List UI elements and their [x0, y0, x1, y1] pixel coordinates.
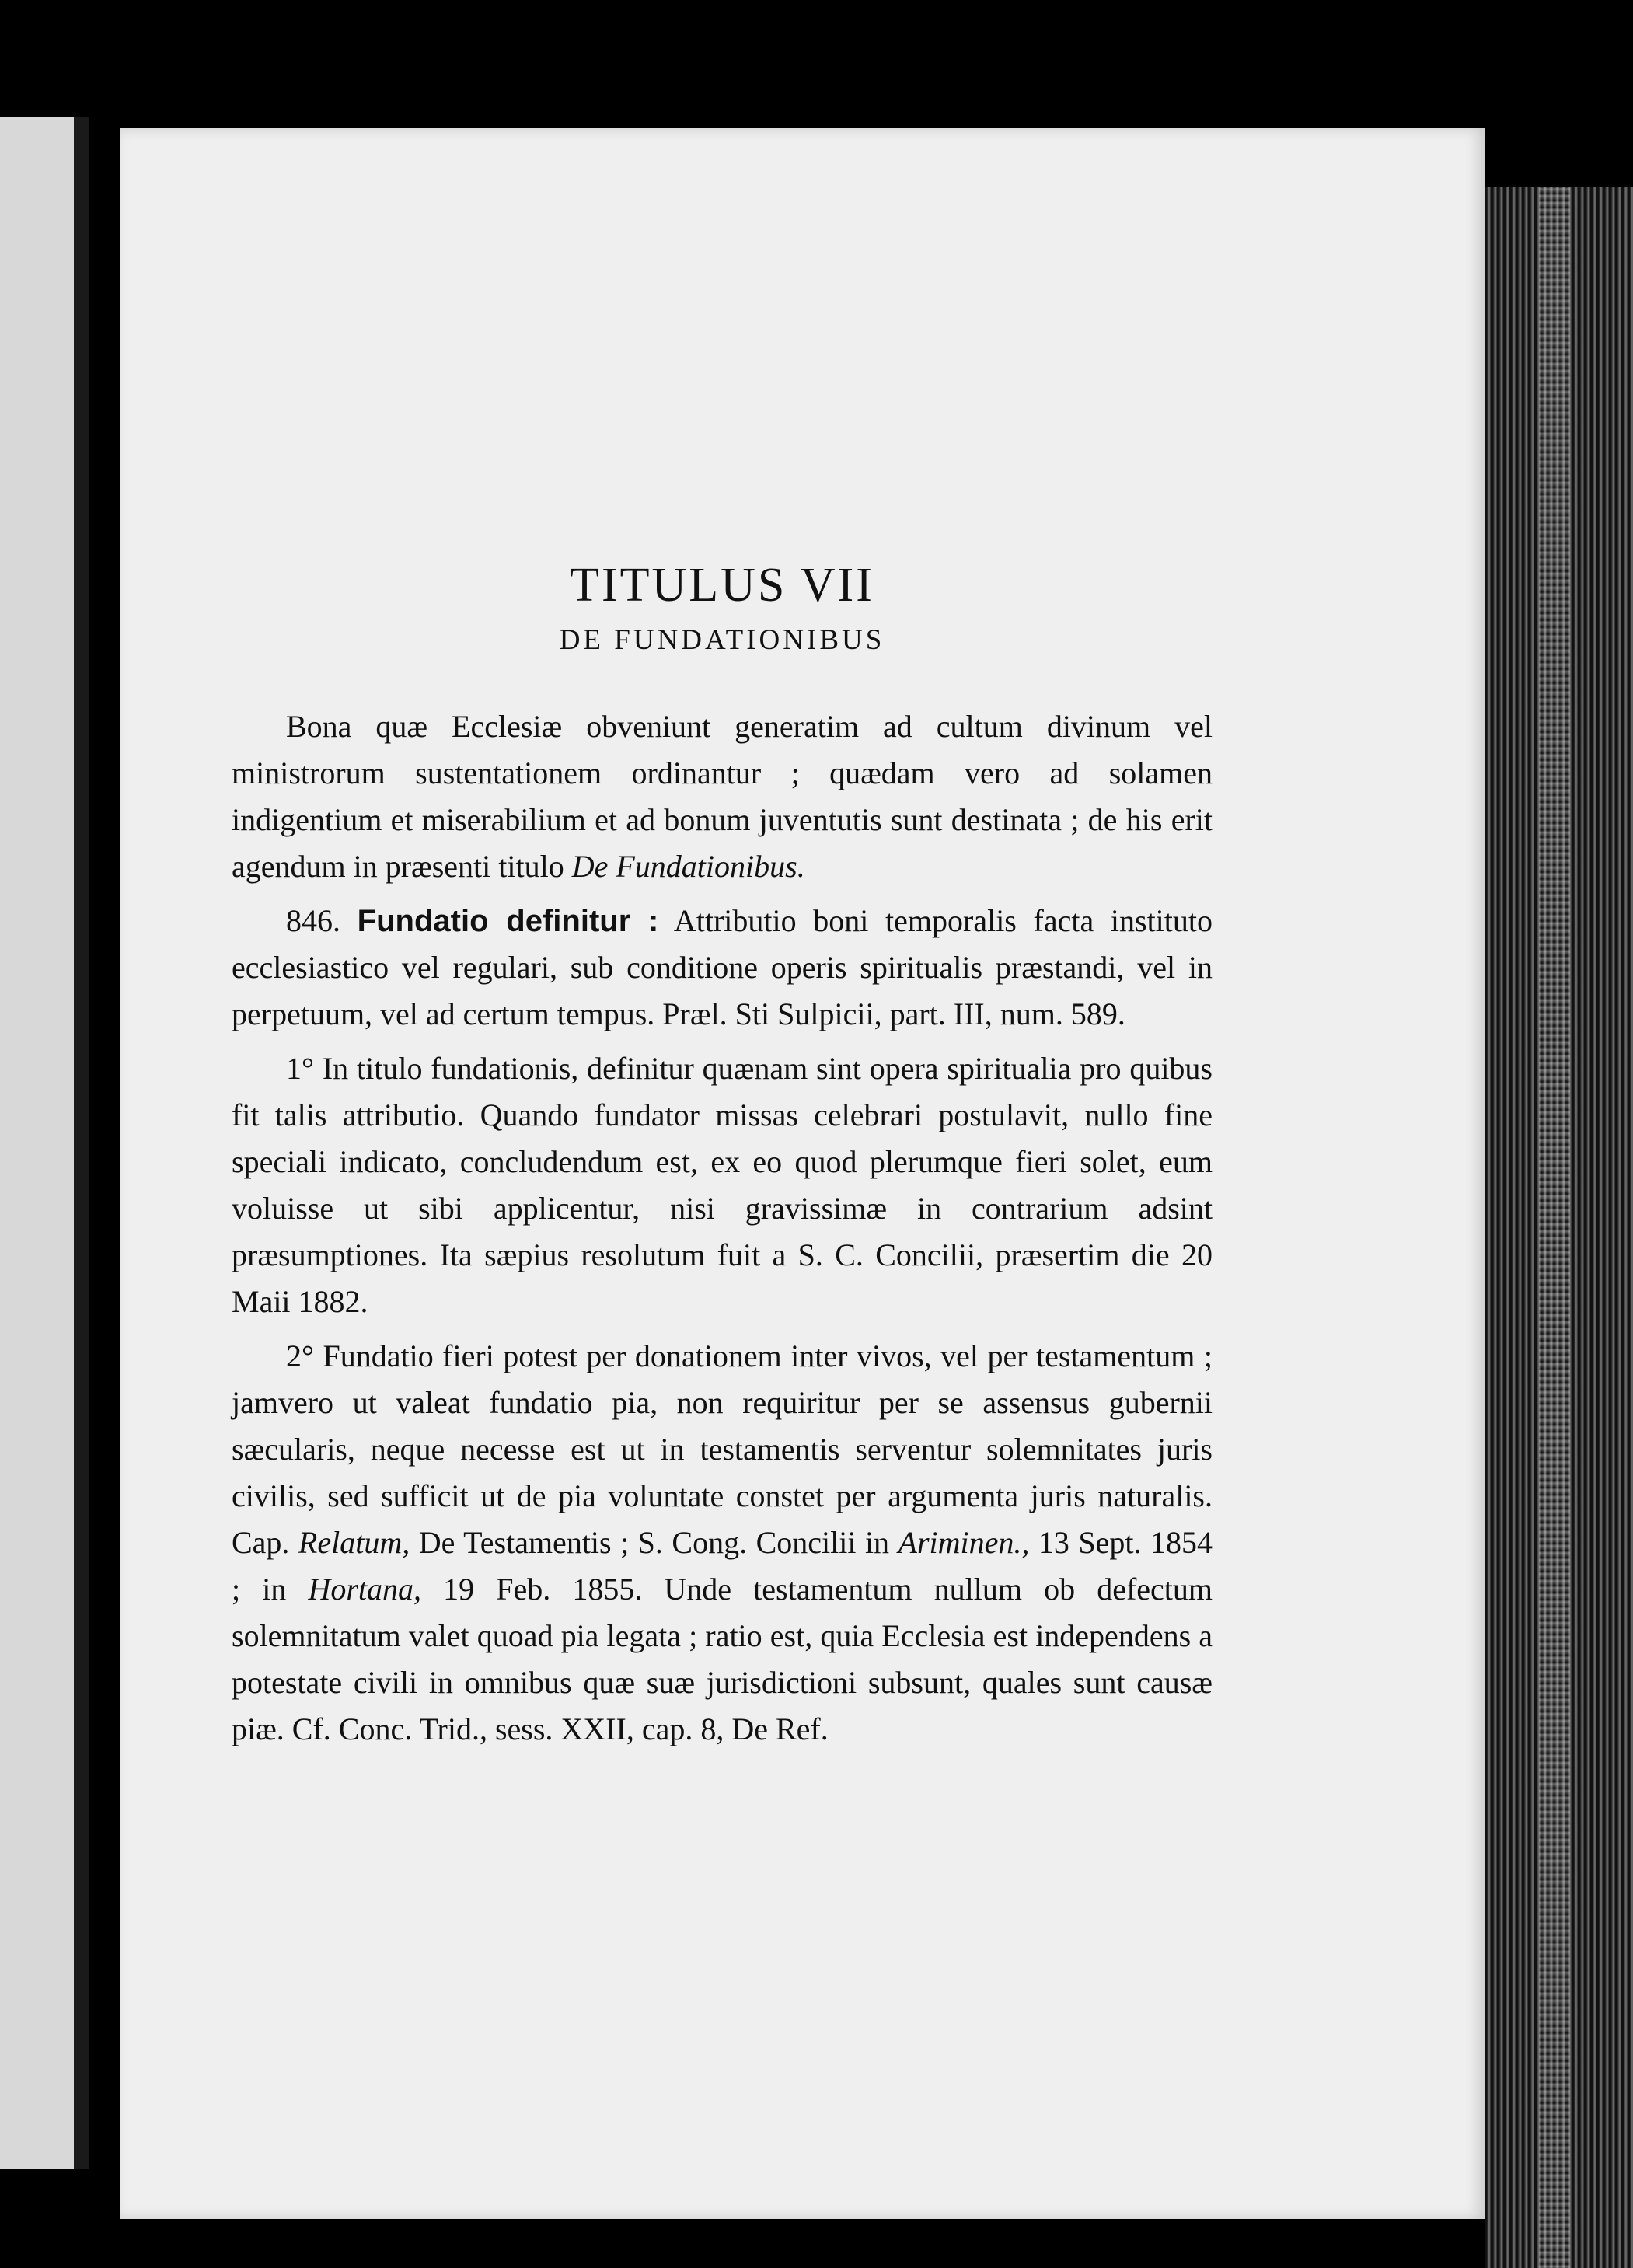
- page-subtitle: DE FUNDATIONIBUS: [559, 624, 885, 656]
- paragraph-2-text-c: 13 Sept. 1854 ; in: [232, 1525, 1213, 1607]
- book-page-block-edge: [1485, 187, 1633, 2268]
- paragraph-number: 846.: [286, 903, 340, 938]
- page-text: [232, 554, 1213, 1760]
- book-page: [120, 128, 1485, 2219]
- intro-italic: De Fundationibus.: [571, 849, 805, 884]
- paragraph-2-text-b: De Testamentis ; S. Cong. Concilii in: [410, 1525, 898, 1560]
- paragraph-2: [232, 1333, 1213, 1753]
- page-title: TITULUS VII: [570, 559, 874, 612]
- paragraph-2-marker: 2°: [286, 1338, 314, 1373]
- paragraph-heading: Fundatio definitur :: [357, 904, 659, 938]
- intro-text: Bona quæ Ecclesiæ obveniunt generatim ad cultum divinum vel ministrorum sustentationem ordinantur ; quædam vero ad solamen indigentium et miserabilium et ad bonum juventutis sunt destinata ; de his erit agendum in præsenti titulo: [232, 709, 1213, 884]
- paragraph-2-italic-a: Relatum,: [298, 1525, 410, 1560]
- paragraph-2-text-d: 19 Feb. 1855. Unde testamentum nullum ob defectum solemnitatum valet quoad pia legata ; ratio est, quia Ecclesia est independens a potestate civili in omnibus quæ suæ jurisdictioni subsunt, quales sunt causæ piæ. Cf. Conc. Trid., sess. XXII, cap. 8, De Ref.: [232, 1572, 1213, 1746]
- paragraph-1-marker: 1°: [286, 1051, 314, 1086]
- paragraph-2-text-a: Fundatio fieri potest per donationem inter vivos, vel per testamentum ; jamvero ut valeat fundatio pia, non requiritur per se assensus gubernii sæcularis, neque necesse est ut in testamentis serventur solemnitates juris civilis, sed sufficit ut de pia voluntate constet per argumenta juris naturalis. Cap.: [232, 1338, 1213, 1560]
- intro-paragraph: [232, 703, 1213, 890]
- paragraph-2-italic-c: Hortana,: [308, 1572, 422, 1607]
- page-block-sheen: [1539, 187, 1570, 2268]
- paragraph-846: [232, 898, 1213, 1038]
- paragraph-1: [232, 1045, 1213, 1325]
- left-page-edge: [0, 117, 89, 2169]
- paragraph-1-text: In titulo fundationis, definitur quænam sint opera spiritualia pro quibus fit talis attributio. Quando fundator missas celebrari postulavit, nullo fine speciali indicato, concludendum est, ex eo quod plerumque fieri solet, eum voluisse ut sibi applicentur, nisi gravissimæ in contrarium adsint præsumptiones. Ita sæpius resolutum fuit a S. C. Concilii, præsertim die 20 Maii 1882.: [232, 1051, 1213, 1319]
- paragraph-846-text: Attributio boni temporalis facta instituto ecclesiastico vel regulari, sub conditione operis spiritualis præstandi, vel in perpetuum, vel ad certum tempus. Præl. Sti Sulpicii, part. III, num. 589.: [232, 903, 1213, 1031]
- paragraph-2-italic-b: Ariminen.,: [898, 1525, 1030, 1560]
